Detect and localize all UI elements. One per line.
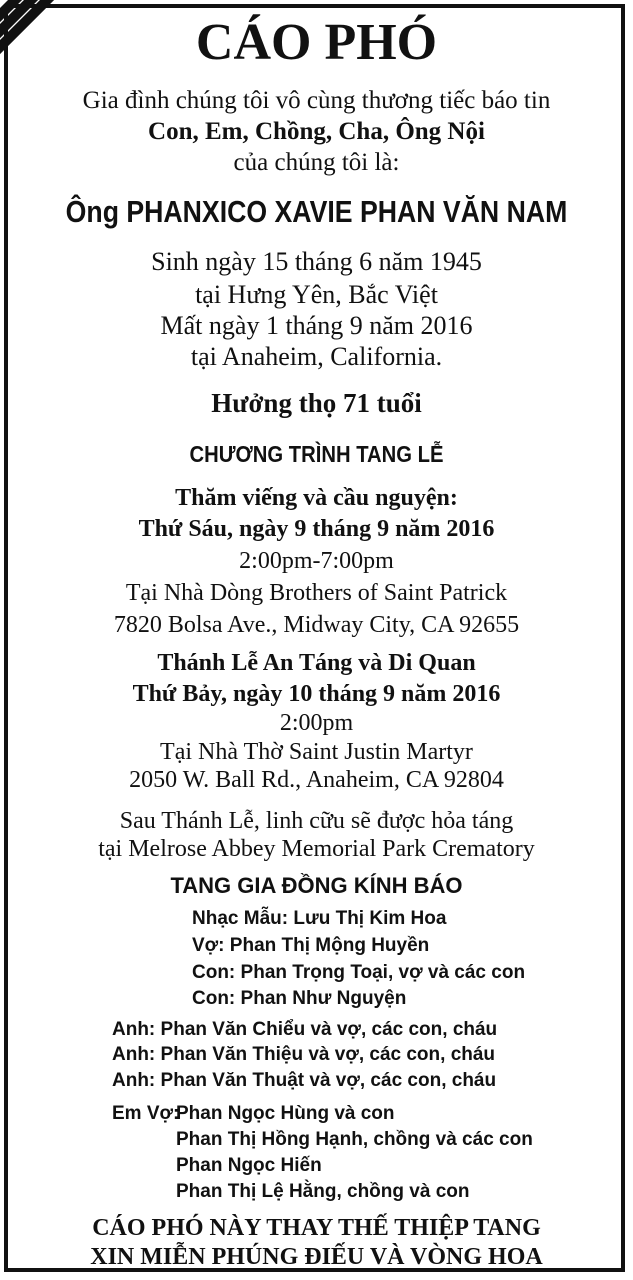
family-member: Phan Ngọc Hùng và con bbox=[176, 1103, 395, 1124]
deceased-name: Ông PHANXICO XAVIE PHAN VĂN NAM bbox=[65, 194, 568, 229]
mass-time: 2:00pm bbox=[279, 710, 354, 736]
visitation-time: 2:00pm-7:00pm bbox=[239, 548, 394, 574]
mass-place: Tại Nhà Thờ Saint Justin Martyr bbox=[160, 739, 473, 765]
family-member: Anh: Phan Văn Thiệu và vợ, các con, cháu bbox=[112, 1044, 496, 1065]
program-heading: CHƯƠNG TRÌNH TANG LỄ bbox=[189, 441, 444, 467]
footer-line: XIN MIỄN PHÚNG ĐIẾU VÀ VÒNG HOA bbox=[90, 1244, 543, 1270]
death-date: Mất ngày 1 tháng 9 năm 2016 bbox=[160, 311, 473, 340]
visitation-place: Tại Nhà Dòng Brothers of Saint Patrick bbox=[125, 580, 508, 606]
visitation-address: 7820 Bolsa Ave., Midway City, CA 92655 bbox=[113, 612, 520, 638]
age: Hưởng thọ 71 tuổi bbox=[211, 388, 422, 418]
mass-date: Thứ Bảy, ngày 10 tháng 9 năm 2016 bbox=[132, 681, 501, 707]
mass-heading: Thánh Lễ An Táng và Di Quan bbox=[157, 650, 476, 676]
mass-address: 2050 W. Ball Rd., Anaheim, CA 92804 bbox=[129, 767, 504, 793]
footer-line: CÁO PHÓ NÀY THAY THẾ THIỆP TANG bbox=[92, 1215, 541, 1241]
intro-line: Gia đình chúng tôi vô cùng thương tiếc báo tin bbox=[82, 87, 551, 114]
family-member: Phan Ngọc Hiến bbox=[176, 1155, 322, 1176]
family-member: Phan Thị Lệ Hằng, chồng và con bbox=[176, 1181, 470, 1202]
visitation-heading: Thăm viếng và cầu nguyện: bbox=[175, 485, 458, 511]
relation-line: Con, Em, Chồng, Cha, Ông Nội bbox=[148, 118, 485, 145]
family-member: Vợ: Phan Thị Mộng Huyền bbox=[192, 935, 430, 956]
family-member-label: Em Vợ: bbox=[112, 1103, 180, 1124]
visitation-date: Thứ Sáu, ngày 9 tháng 9 năm 2016 bbox=[138, 516, 495, 542]
family-heading: TANG GIA ĐỒNG KÍNH BÁO bbox=[170, 873, 463, 898]
birth-place: tại Hưng Yên, Bắc Việt bbox=[195, 280, 438, 309]
birth-date: Sinh ngày 15 tháng 6 năm 1945 bbox=[151, 247, 482, 276]
family-member: Anh: Phan Văn Chiểu và vợ, các con, cháu bbox=[112, 1019, 498, 1040]
family-member: Anh: Phan Văn Thuật và vợ, các con, cháu bbox=[112, 1070, 497, 1091]
family-member: Con: Phan Như Nguyện bbox=[192, 988, 407, 1009]
family-member: Phan Thị Hồng Hạnh, chồng và các con bbox=[176, 1129, 533, 1150]
death-place: tại Anaheim, California. bbox=[190, 342, 443, 371]
page-title: CÁO PHÓ bbox=[195, 14, 438, 71]
cremation-line: tại Melrose Abbey Memorial Park Crematory bbox=[98, 836, 535, 862]
cremation-line: Sau Thánh Lễ, linh cữu sẽ được hỏa táng bbox=[119, 808, 514, 834]
family-member: Nhạc Mẫu: Lưu Thị Kim Hoa bbox=[192, 908, 447, 929]
family-member: Con: Phan Trọng Toại, vợ và các con bbox=[192, 962, 526, 983]
intro-line: của chúng tôi là: bbox=[233, 149, 400, 176]
